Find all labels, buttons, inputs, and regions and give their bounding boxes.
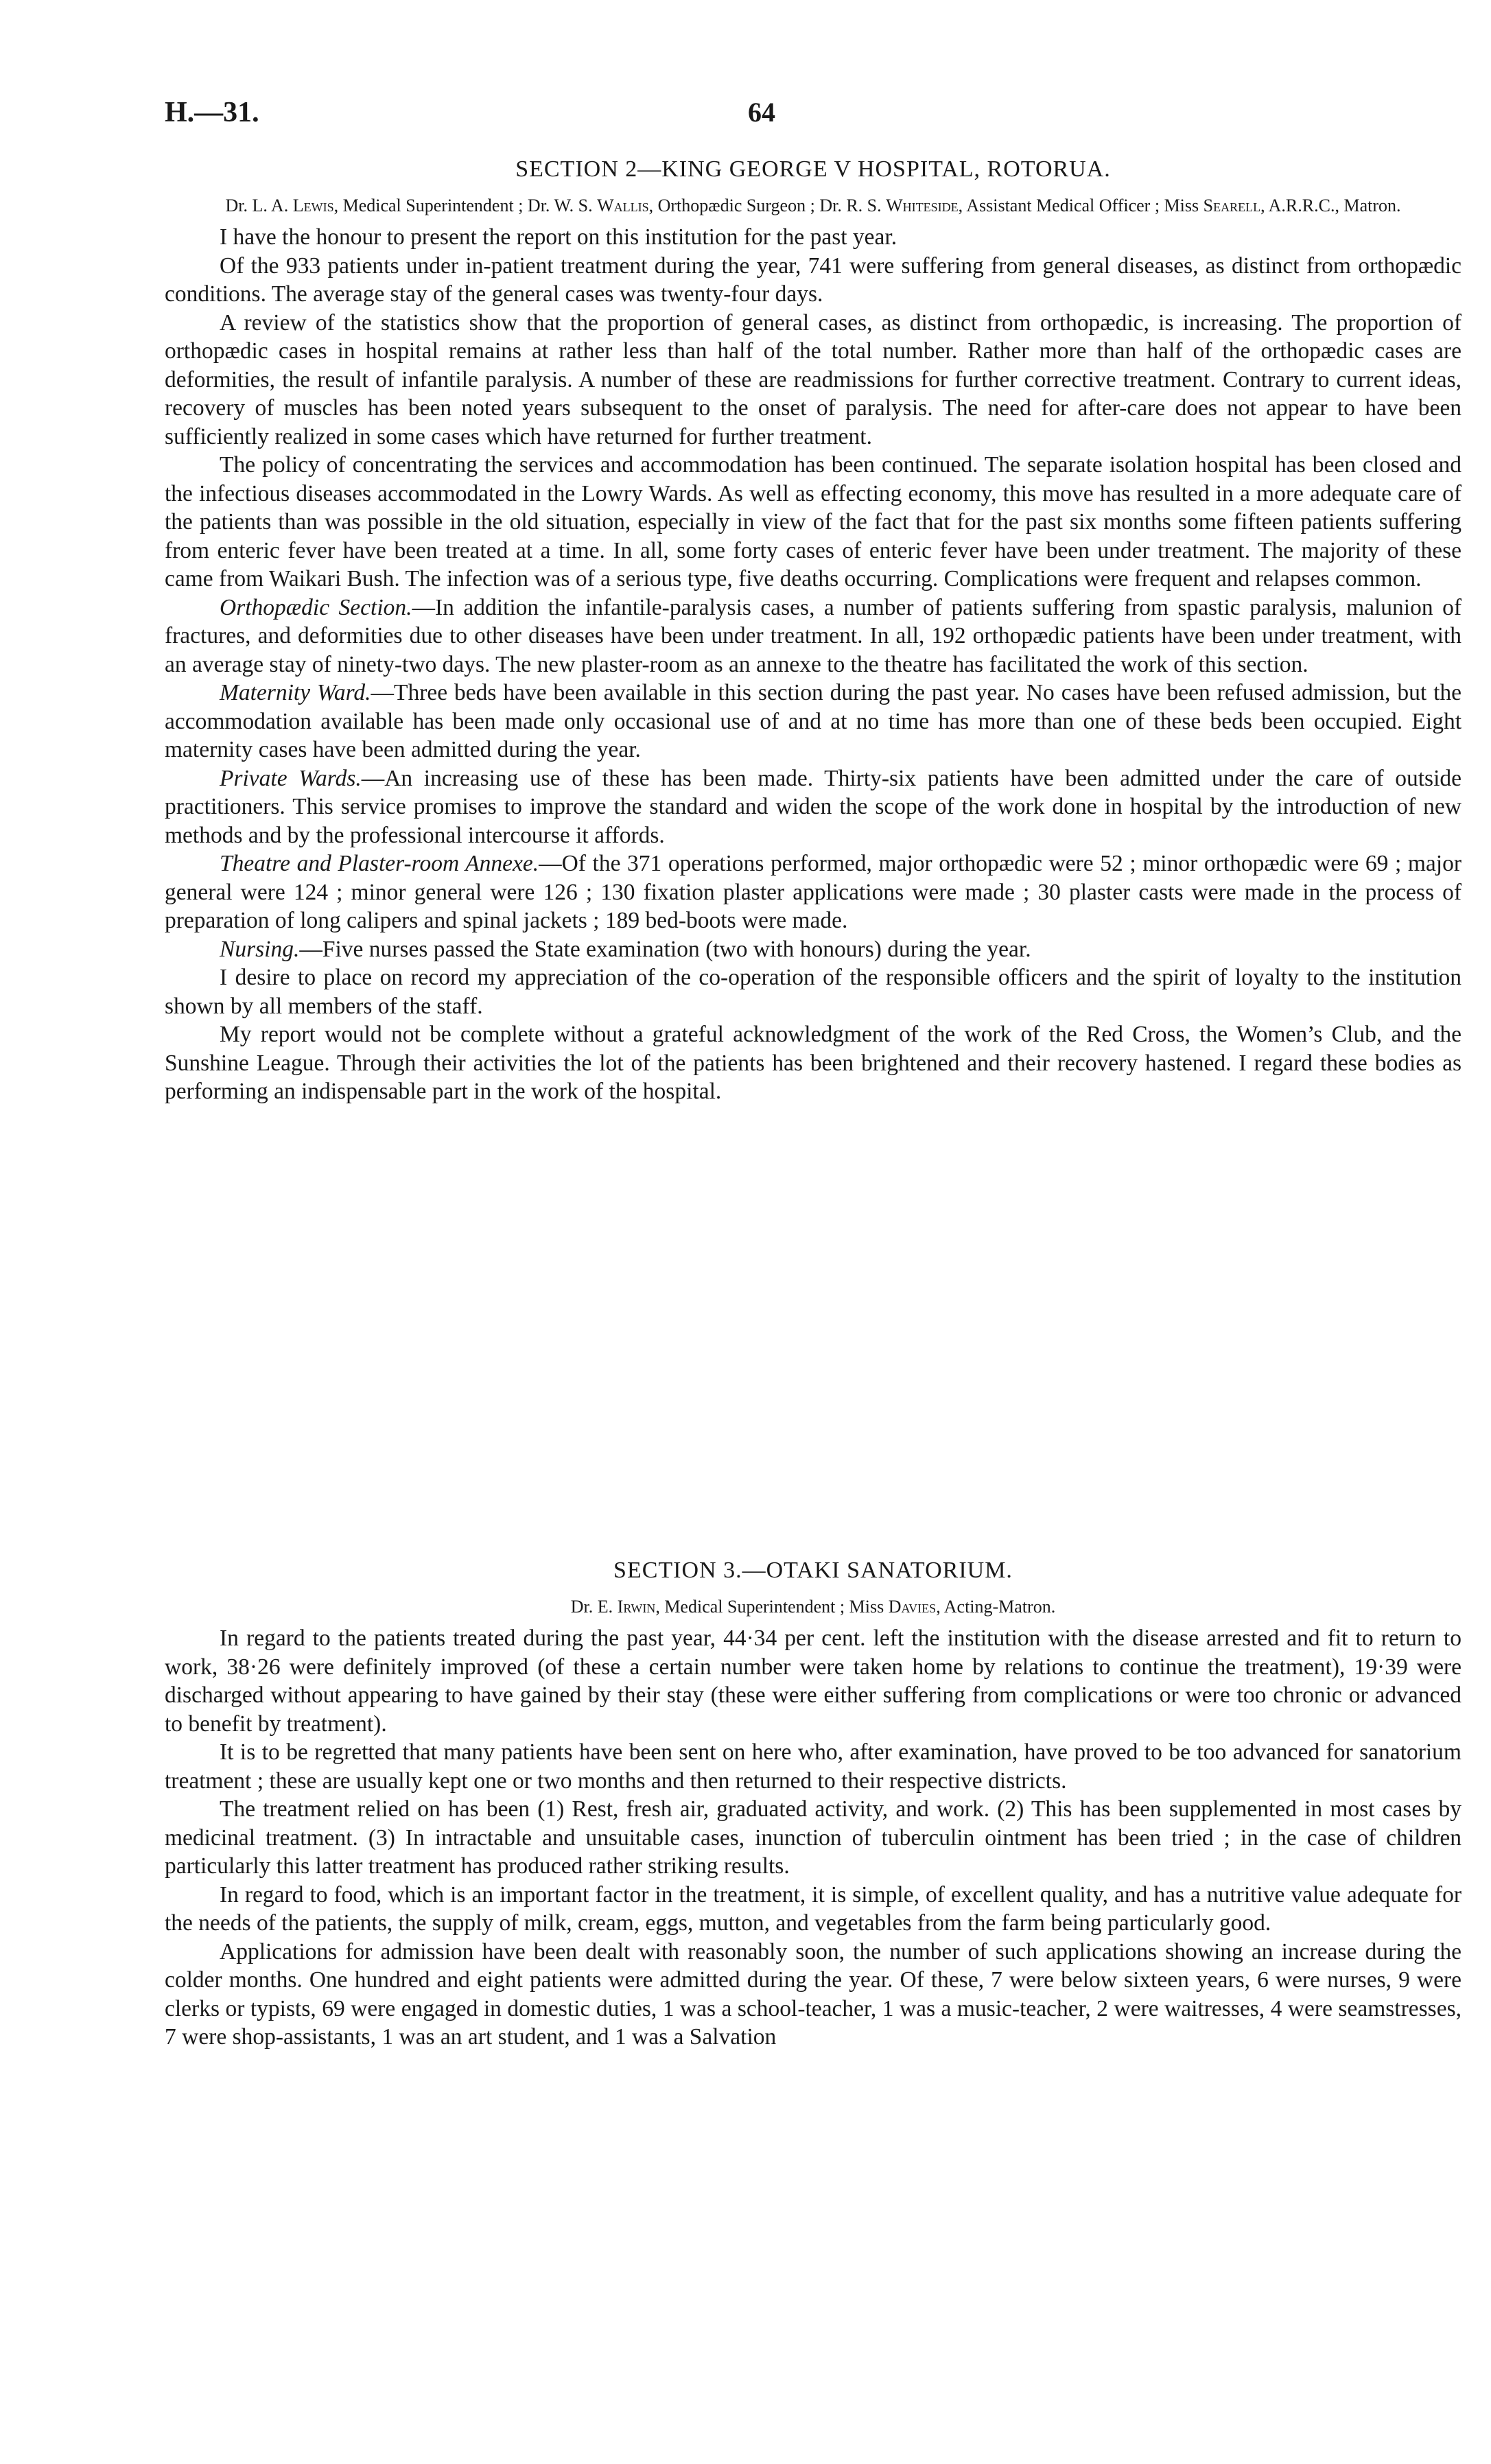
- staff-list: [165, 195, 1461, 216]
- section-title: SECTION 3.—OTAKI SANATORIUM.: [613, 1558, 1013, 1583]
- paragraph: Theatre and Plaster-room Annexe.—Of the 371 operations performed, major orthopædic were 52 ; minor orthopædic were 69 ; major general were 124 ; minor general were 126 ; 130 fixation plaster applications were made ; 30 plaster casts were made in the process of preparation of long calipers and spinal jackets ; 189 bed-boots were made.: [165, 851, 1461, 933]
- paragraph: The treatment relied on has been (1) Rest, fresh air, graduated activity, and work. (2) This has been supplemented in most cases by medicinal treatment. (3) In intractable and unsuitable cases, inunction of tuberculin ointment has been tried ; in the case of children particularly this latter treatment has produced rather striking results.: [165, 1796, 1461, 1879]
- paragraph: Private Wards.—An increasing use of these has been made. Thirty-six patients have been admitted under the care of outside practitioners. This service promises to improve the standard and widen the scope of the work done in hospital by the introduction of new methods and by the professional intercourse it affords.: [165, 765, 1461, 848]
- paragraph: I desire to place on record my appreciation of the co-operation of the responsible officers and the spirit of loyalty to the institution shown by all members of the staff.: [165, 965, 1461, 1019]
- paragraph: A review of the statistics show that the proportion of general cases, as distinct from orthopædic, is increasing. The proportion of orthopædic cases in hospital remains at rather less than half of the total number. Rather more than half of the orthopædic cases are deformities, the result of infantile paralysis. A number of these are readmissions for further corrective treatment. Contrary to current ideas, recovery of muscles has been noted years subsequent to the onset of paralysis. The need for after-care does not appear to have been sufficiently realized in some cases which have returned for further treatment.: [165, 309, 1461, 449]
- staff-entry: Dr. E. Irwin, Medical Superintendent ;: [570, 1597, 849, 1617]
- paragraph: It is to be regretted that many patients have been sent on here who, after examination, have proved to be too advanced for sanatorium treatment ; these are usually kept one or two months and then returned to their respective districts.: [165, 1739, 1461, 1794]
- staff-entry: Dr. L. A. Lewis, Medical Superintendent ;: [225, 196, 528, 215]
- paragraph: I have the honour to present the report on this institution for the past year.: [220, 224, 897, 250]
- staff-entry: Dr. W. S. Wallis, Orthopædic Surgeon ;: [527, 196, 820, 215]
- paragraph: Orthopædic Section.—In addition the infantile-paralysis cases, a number of patients suffering from spastic paralysis, malunion of fractures, and deformities due to other diseases have been under treatment. In all, 192 orthopædic patients have been under treatment, with an average stay of ninety-two days. The new plaster-room as an annexe to the theatre has facilitated the work of this section.: [165, 594, 1461, 677]
- paragraph: The policy of concentrating the services and accommodation has been continued. The separate isolation hospital has been closed and the infectious diseases accommodated in the Lowry Wards. As well as effecting economy, this move has resulted in a more adequate care of the patients than was possible in the old situation, especially in view of the fact that for the past six months some fifteen patients suffering from enteric fever have been treated at a time. In all, some forty cases of enteric fever have been under treatment. The majority of these came from Waikari Bush. The infection was of a serious type, five deaths occurring. Complications were frequent and relapses common.: [165, 452, 1461, 591]
- page-number: 64: [748, 97, 775, 128]
- paragraph: In regard to the patients treated during the past year, 44·34 per cent. left the institution with the disease arrested and fit to return to work, 38·26 were definitely improved (of these a certain number were taken home by relations to continue the treatment), 19·39 were discharged without appearing to have gained by their stay (these were either suffering from complications or were too chronic or advanced to benefit by treatment).: [165, 1626, 1461, 1737]
- paragraph: In regard to food, which is an important factor in the treatment, it is simple, of excellent quality, and has a nutritive value adequate for the needs of the patients, the supply of milk, cream, eggs, mutton, and vegetables from the farm being particularly good.: [165, 1881, 1461, 1936]
- paragraph: Maternity Ward.—Three beds have been available in this section during the past year. No cases have been refused admission, but the accommodation available has been made only occasional use of and at no time has more than one of these beds been occupied. Eight maternity cases have been admitted during the year.: [165, 680, 1461, 762]
- paragraph: My report would not be complete without a grateful acknowledgment of the work of the Red Cross, the Women’s Club, and the Sunshine League. Through their activities the lot of the patients has been brightened and their recovery hastened. I regard these bodies as performing an indispensable part in the work of the hospital.: [165, 1022, 1461, 1104]
- staff-entry: Miss Searell, A.R.R.C., Matron.: [1164, 196, 1401, 215]
- section-3-otaki-sanatorium: [165, 1558, 1461, 2052]
- section-title: SECTION 2—KING GEORGE V HOSPITAL, ROTORUA.: [515, 156, 1111, 182]
- page-header: [165, 96, 1461, 137]
- paragraph: Applications for admission have been dealt with reasonably soon, the number of such applications showing an increase during the colder months. One hundred and eight patients were admitted during the year. Of these, 7 were below sixteen years, 6 were nurses, 9 were clerks or typists, 69 were engaged in domestic duties, 1 was a school-teacher, 1 was a music-teacher, 2 were waitresses, 4 were seamstresses, 7 were shop-assistants, 1 was an art student, and 1 was a Salvation: [165, 1938, 1461, 2050]
- section-2-king-george-hospital: [165, 156, 1461, 1106]
- staff-entry: Dr. R. S. Whiteside, Assistant Medical Officer ;: [819, 196, 1164, 215]
- document-reference: H.—31.: [165, 97, 259, 128]
- staff-list: [165, 1596, 1461, 1617]
- paragraph: Of the 933 patients under in-patient treatment during the year, 741 were suffering from general diseases, as distinct from orthopædic conditions. The average stay of the general cases was twenty-four days.: [165, 253, 1461, 307]
- paragraph: Nursing.—Five nurses passed the State examination (two with honours) during the year.: [220, 936, 1031, 962]
- staff-entry: Miss Davies, Acting-Matron.: [849, 1597, 1056, 1617]
